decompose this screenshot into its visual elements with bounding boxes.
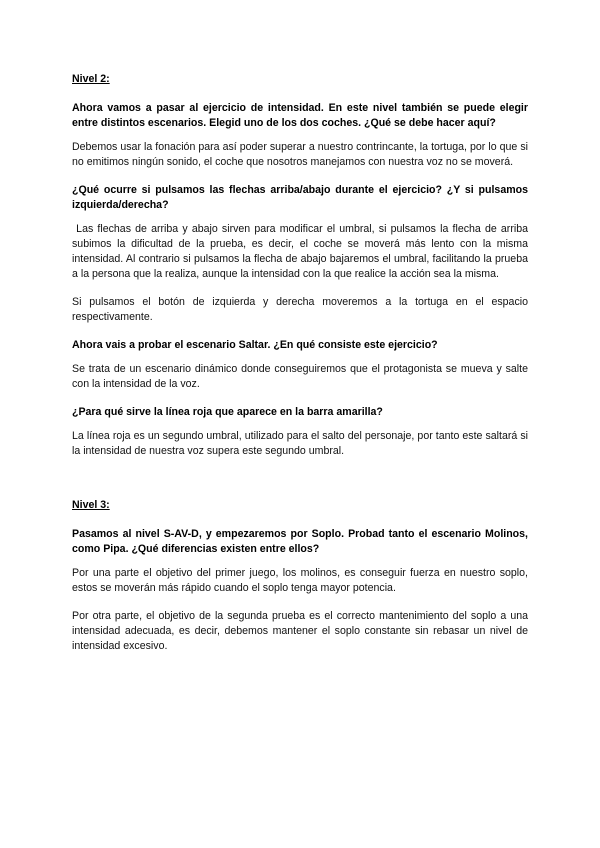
answer-arrows-updown: Las flechas de arriba y abajo sirven para modificar el umbral, si pulsamos la flecha de arriba subimos la dificultad de la prueba, es decir, el coche se moverá más lento con la misma intensidad. Al contrario si pulsamos la flecha de abajo bajaremos el umbral, facilitando la prueba a la persona que la realiza, aunque la intensidad con la que realice la acción sea la misma. [72,223,531,280]
question-saltar: Ahora vais a probar el escenario Saltar. ¿En qué consiste este ejercicio? [72,339,438,351]
question-red-line: ¿Para qué sirve la línea roja que aparece en la barra amarilla? [72,406,383,418]
section-gap [72,472,528,498]
answer-molinos: Por una parte el objetivo del primer juego, los molinos, es conseguir fuerza en nuestro soplo, estos se moverán más rápido cuando el soplo tenga mayor potencia. [72,567,528,594]
answer-red-line: La línea roja es un segundo umbral, utilizado para el salto del personaje, por tanto este saltará si la intensidad de nuestra voz supera este segundo umbral. [72,430,528,457]
answer-arrows-leftright: Si pulsamos el botón de izquierda y derecha moveremos a la tortuga en el espacio respectivamente. [72,296,528,323]
question-soplo: Pasamos al nivel S-AV-D, y empezaremos por Soplo. Probad tanto el escenario Molinos, como Pipa. ¿Qué diferencias existen entre ellos? [72,528,528,555]
answer-saltar: Se trata de un escenario dinámico donde conseguiremos que el protagonista se mueva y salte con la intensidad de la voz. [72,363,528,390]
question-arrows: ¿Qué ocurre si pulsamos las flechas arriba/abajo durante el ejercicio? ¿Y si pulsamos izquierda/derecha? [72,184,528,211]
document-content [72,72,531,667]
answer-intensity: Debemos usar la fonación para así poder superar a nuestro contrincante, la tortuga, por lo que si no emitimos ningún sonido, el coche que nosotros manejamos con nuestra voz no se moverá. [72,141,528,168]
answer-pipa: Por otra parte, el objetivo de la segunda prueba es el correcto mantenimiento del soplo a una intensidad adecuada, es decir, debemos mantener el soplo constante sin rebasar un nivel de intensidad excesivo. [72,610,528,652]
question-intensity: Ahora vamos a pasar al ejercicio de intensidad. En este nivel también se puede elegir entre distintos escenarios. Elegid uno de los dos coches. ¿Qué se debe hacer aquí? [72,102,528,129]
level-3-heading: Nivel 3: [72,499,110,511]
level-2-heading: Nivel 2: [72,73,110,85]
